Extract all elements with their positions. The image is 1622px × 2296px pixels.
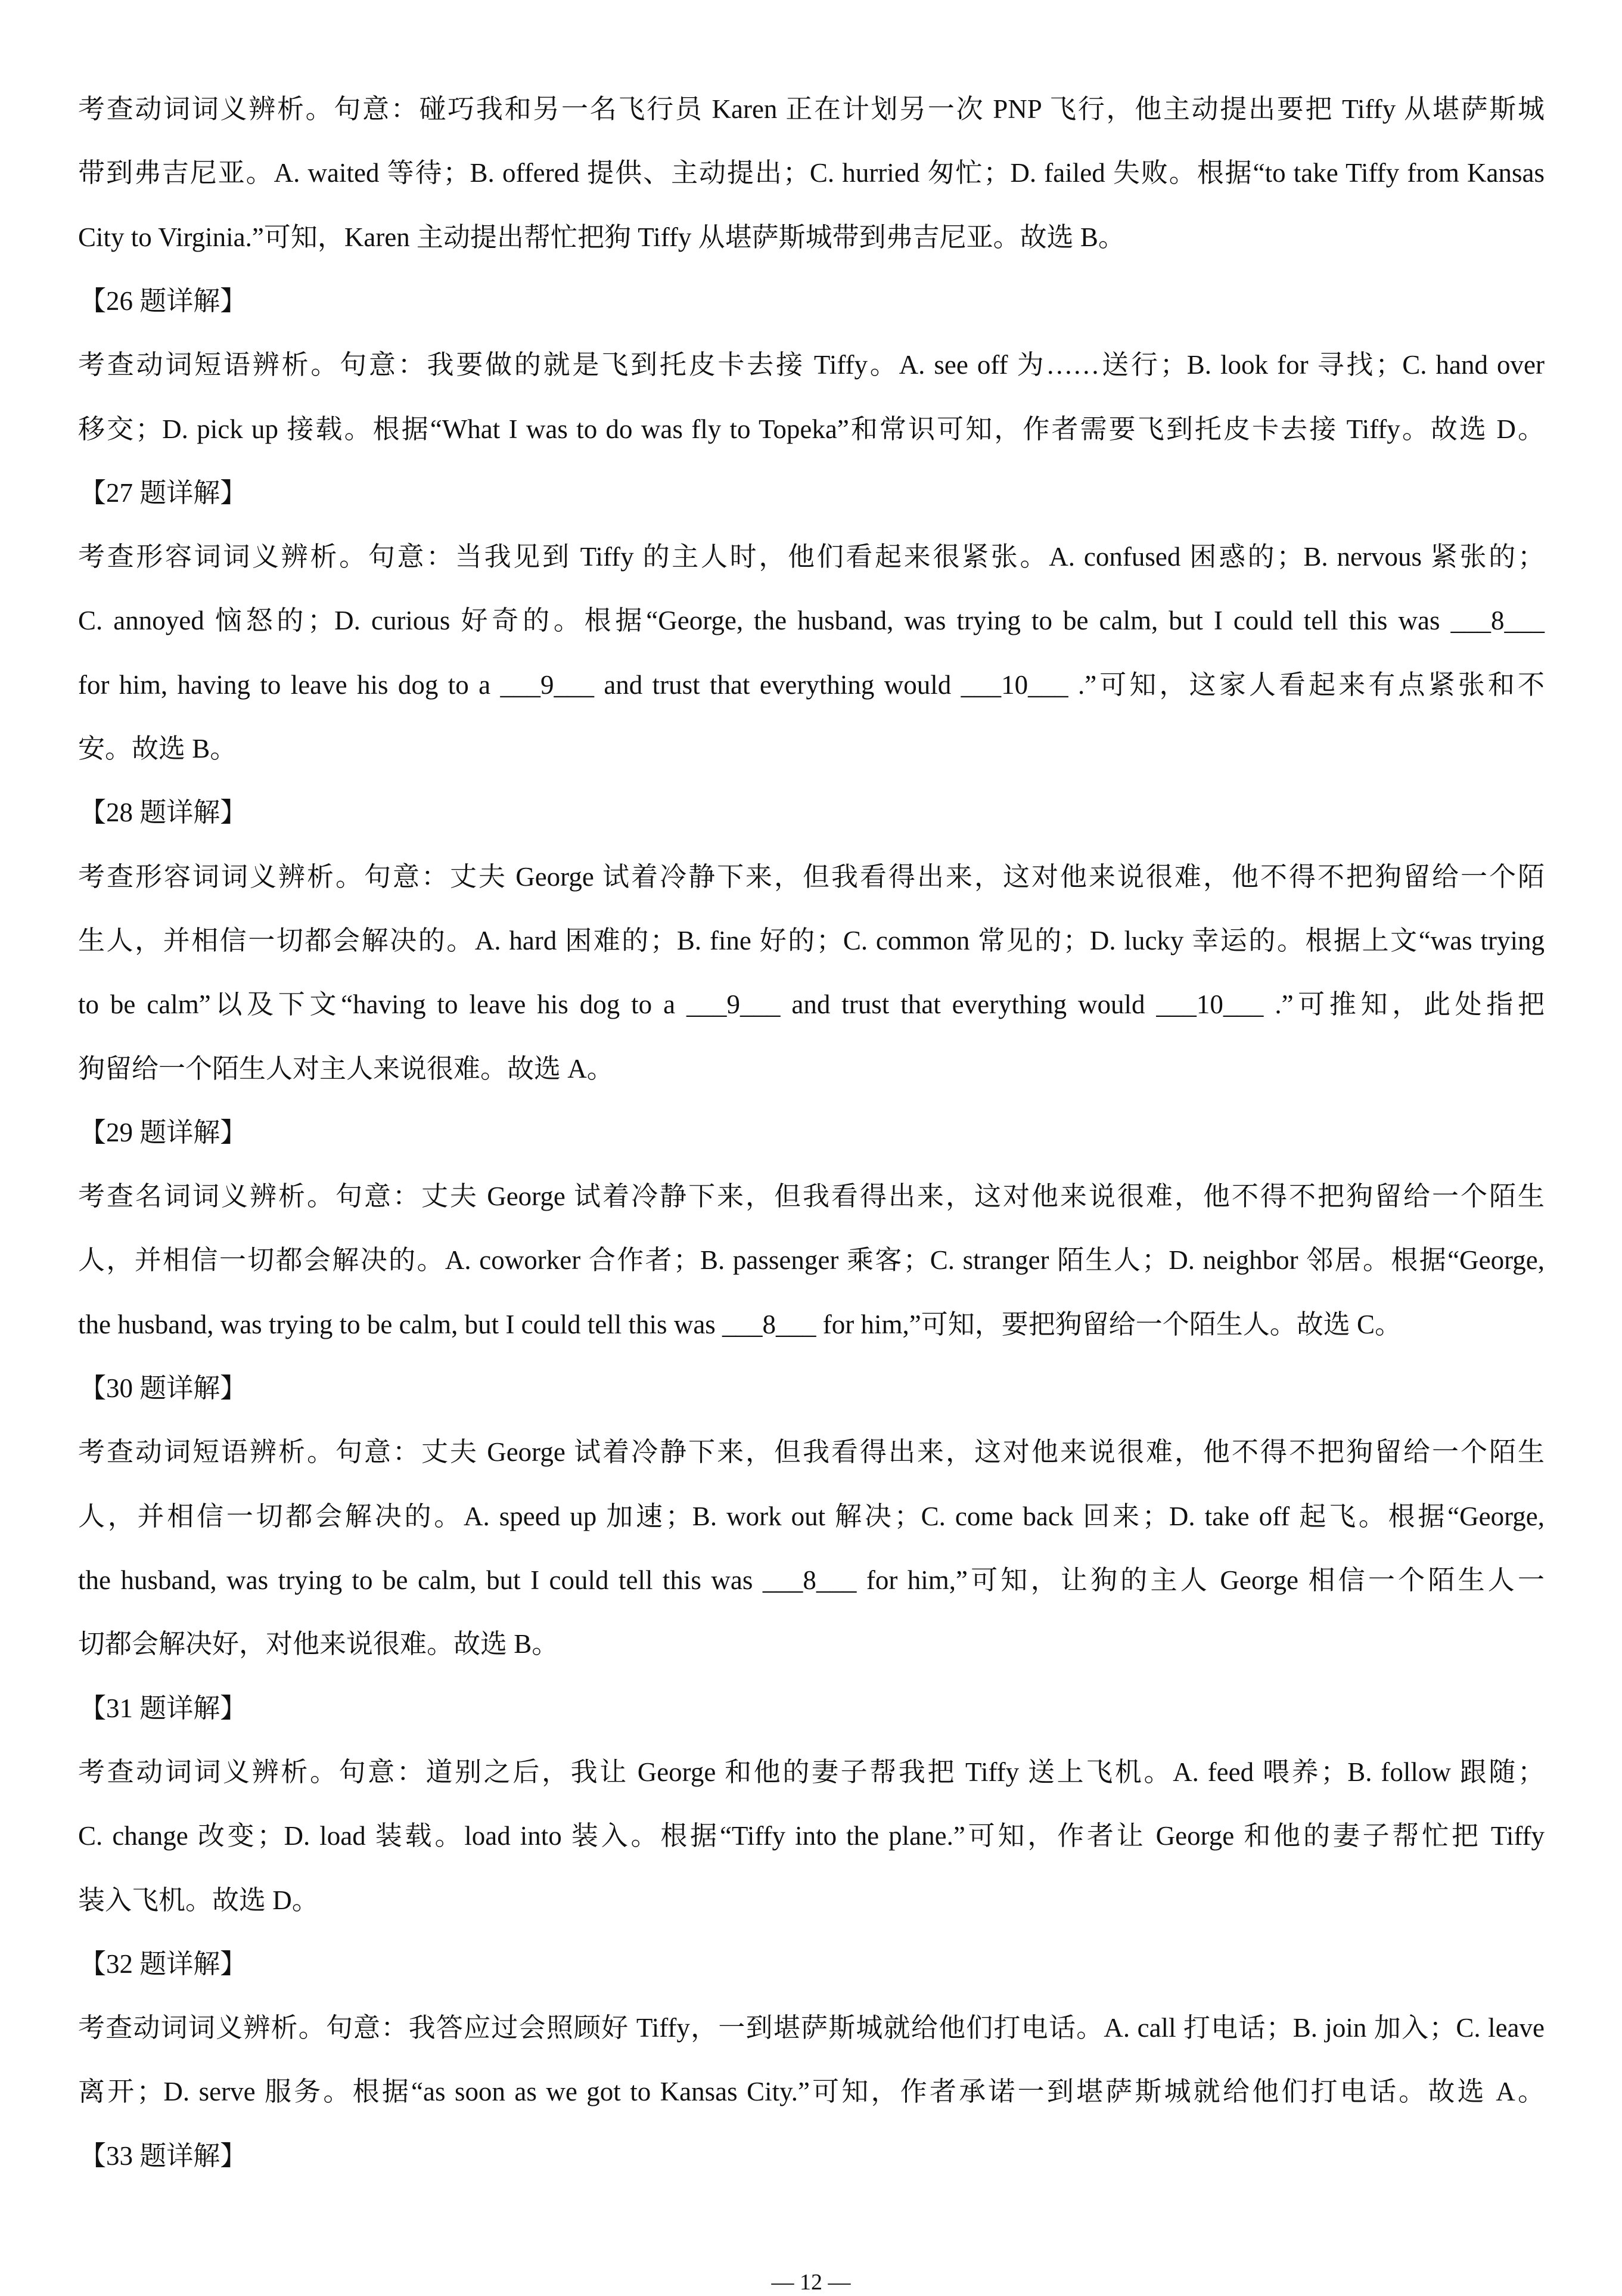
section-heading-29: 【29 题详解】 <box>79 1118 247 1147</box>
paragraph-line: 装入飞机。故选 D。 <box>78 1885 319 1915</box>
paragraph-line: 考查形容词词义辨析。句意：当我见到 Tiffy 的主人时，他们看起来很紧张。A. confused 困惑的；B. nervous 紧张的； <box>78 542 1545 572</box>
paragraph-line: C. change 改变；D. load 装载。load into 装入。根据“Tiffy into the plane.”可知，作者让 George 和他的妻子帮忙把 Tiffy <box>78 1821 1545 1851</box>
section-heading-31: 【31 题详解】 <box>79 1693 247 1723</box>
paragraph-line: the husband, was trying to be calm, but I could tell this was ___8___ for him,”可知，让狗的主人 George 相信一个陌生人一 <box>78 1565 1545 1595</box>
paragraph-line: 离开；D. serve 服务。根据“as soon as we got to Kansas City.”可知，作者承诺一到堪萨斯城就给他们打电话。故选 A。 <box>78 2077 1545 2106</box>
paragraph-line: to be calm”以及下文“having to leave his dog to a ___9___ and trust that everything would ___10___ .”可推知，此处指把 <box>78 989 1545 1019</box>
paragraph-line: 考查动词词义辨析。句意：碰巧我和另一名飞行员 Karen 正在计划另一次 PNP 飞行，他主动提出要把 Tiffy 从堪萨斯城 <box>78 94 1545 124</box>
section-heading-30: 【30 题详解】 <box>79 1373 247 1403</box>
paragraph-line: C. annoyed 恼怒的；D. curious 好奇的。根据“George, the husband, was trying to be calm, but I could tell this was ___8___ <box>78 606 1545 635</box>
paragraph-line: 带到弗吉尼亚。A. waited 等待；B. offered 提供、主动提出；C. hurried 匆忙；D. failed 失败。根据“to take Tiffy from Kansas <box>78 158 1545 188</box>
section-heading-27: 【27 题详解】 <box>79 478 247 508</box>
paragraph-line: 切都会解决好，对他来说很难。故选 B。 <box>78 1629 559 1659</box>
paragraph-line: 狗留给一个陌生人对主人来说很难。故选 A。 <box>78 1054 614 1084</box>
paragraph-line: 生人，并相信一切都会解决的。A. hard 困难的；B. fine 好的；C. common 常见的；D. lucky 幸运的。根据上文“was trying <box>78 926 1545 955</box>
paragraph-line: the husband, was trying to be calm, but I could tell this was ___8___ for him,”可知，要把狗留给一个陌生人。故选 C。 <box>78 1310 1402 1339</box>
section-heading-32: 【32 题详解】 <box>79 1949 247 1979</box>
paragraph-line: 考查动词短语辨析。句意：我要做的就是飞到托皮卡去接 Tiffy。A. see off 为……送行；B. look for 寻找；C. hand over <box>78 350 1545 380</box>
paragraph-line: City to Virginia.”可知，Karen 主动提出帮忙把狗 Tiffy 从堪萨斯城带到弗吉尼亚。故选 B。 <box>78 222 1125 252</box>
paragraph-line: 考查动词词义辨析。句意：我答应过会照顾好 Tiffy，一到堪萨斯城就给他们打电话。A. call 打电话；B. join 加入；C. leave <box>78 2013 1545 2043</box>
paragraph-line: 人，并相信一切都会解决的。A. coworker 合作者；B. passenger 乘客；C. stranger 陌生人；D. neighbor 邻居。根据“George, <box>78 1245 1545 1275</box>
section-heading-26: 【26 题详解】 <box>79 286 247 316</box>
paragraph-line: for him, having to leave his dog to a ___9___ and trust that everything would ___10___ .”可知，这家人看起来有点紧张和不 <box>78 670 1545 700</box>
paragraph-line: 考查动词短语辨析。句意：丈夫 George 试着冷静下来，但我看得出来，这对他来说很难，他不得不把狗留给一个陌生 <box>78 1437 1545 1467</box>
paragraph-line: 考查形容词词义辨析。句意：丈夫 George 试着冷静下来，但我看得出来，这对他来说很难，他不得不把狗留给一个陌 <box>78 862 1545 892</box>
paragraph-line: 安。故选 B。 <box>78 734 237 764</box>
section-heading-33: 【33 题详解】 <box>79 2141 247 2171</box>
section-heading-28: 【28 题详解】 <box>79 798 247 827</box>
paragraph-line: 移交；D. pick up 接载。根据“What I was to do was fly to Topeka”和常识可知，作者需要飞到托皮卡去接 Tiffy。故选 D。 <box>78 414 1545 444</box>
paragraph-line: 考查名词词义辨析。句意：丈夫 George 试着冷静下来，但我看得出来，这对他来说很难，他不得不把狗留给一个陌生 <box>78 1181 1545 1211</box>
page-number: — 12 — <box>771 2270 851 2295</box>
paragraph-line: 考查动词词义辨析。句意：道别之后，我让 George 和他的妻子帮我把 Tiffy 送上飞机。A. feed 喂养；B. follow 跟随； <box>78 1757 1545 1787</box>
paragraph-line: 人，并相信一切都会解决的。A. speed up 加速；B. work out 解决；C. come back 回来；D. take off 起飞。根据“George, <box>78 1501 1545 1531</box>
